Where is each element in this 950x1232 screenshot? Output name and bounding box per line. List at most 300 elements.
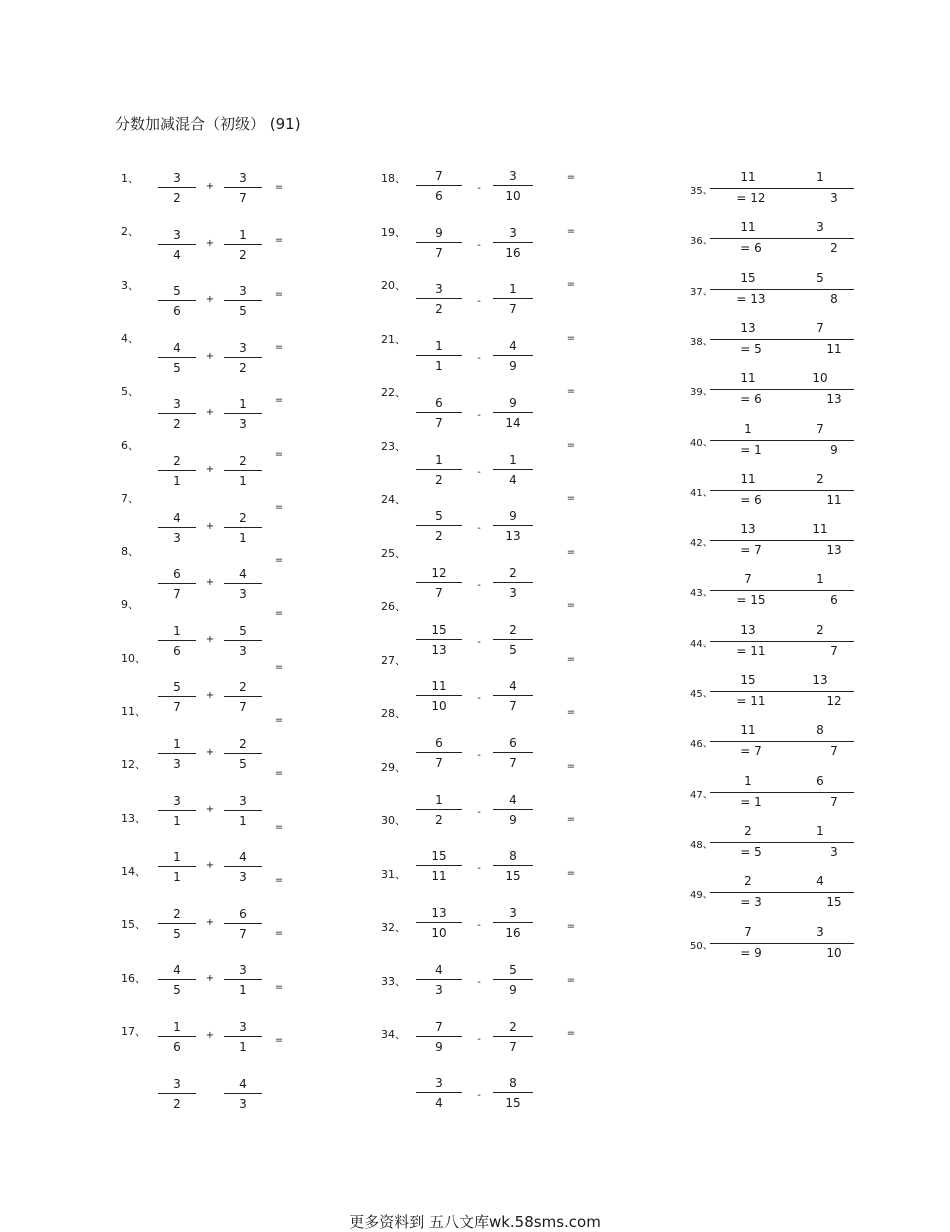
- problem-7-equals: =: [274, 501, 284, 513]
- problem-16-fraction-b-denominator: 1: [239, 1040, 247, 1054]
- problem-24-fraction-a-denominator: 2: [435, 529, 443, 544]
- problem-37-fraction-a-numerator: 15: [740, 270, 756, 285]
- problem-31-fraction-b-denominator: 16: [505, 926, 521, 941]
- problem-13-operator: +: [205, 860, 215, 872]
- problem-6-equals: =: [274, 448, 284, 460]
- problem-18-fraction-a-denominator: 6: [435, 189, 443, 203]
- problem-38-fraction-b-numerator: 7: [816, 320, 824, 335]
- problem-5-label: 5、: [121, 385, 139, 399]
- problem-9-fraction-b-bar: [224, 640, 262, 641]
- problem-47-fraction-b-numerator: 6: [816, 773, 824, 788]
- problem-12-fraction-b-bar: [224, 810, 262, 811]
- problem-49-fraction-a-numerator: 2: [744, 874, 752, 889]
- problem-36-fraction-b-numerator: 3: [816, 220, 824, 235]
- problem-28-label: 28、: [381, 707, 406, 720]
- problem-47-fraction-bar: [710, 792, 854, 793]
- problem-28-fraction-a-numerator: 6: [435, 736, 443, 750]
- problem-14-equals: =: [274, 874, 284, 886]
- problem-7-fraction-a-bar: [158, 527, 196, 528]
- problem-44-fraction-b-numerator: 2: [816, 622, 824, 637]
- problem-36-label: 36、: [690, 236, 713, 248]
- problem-22-fraction-a-denominator: 7: [435, 415, 443, 430]
- problem-13-fraction-a-denominator: 1: [173, 870, 181, 885]
- problem-19-fraction-b-denominator: 16: [505, 245, 521, 260]
- problem-20-fraction-b-numerator: 1: [509, 282, 517, 297]
- problem-21-fraction-a-denominator: 1: [435, 359, 443, 374]
- problem-22-fraction-b-denominator: 14: [505, 415, 521, 430]
- problem-8-operator: +: [205, 577, 215, 589]
- problem-40-fraction-a-numerator: 1: [744, 421, 752, 436]
- problem-23-equals: =: [566, 439, 576, 451]
- problem-1-label: 1、: [121, 172, 139, 185]
- problem-19-fraction-b-bar: [493, 242, 533, 243]
- problem-22-label: 22、: [381, 386, 406, 399]
- problem-29-fraction-a-numerator: 1: [435, 792, 443, 807]
- problem-20-operator: -: [477, 296, 481, 308]
- problem-10-equals: =: [274, 661, 284, 673]
- problem-40-label: 40、: [690, 437, 713, 449]
- problem-6-operator: +: [205, 464, 215, 475]
- problem-34-fraction-b-bar: [493, 1092, 533, 1093]
- problem-1-equals: =: [274, 182, 284, 193]
- problem-3-label: 3、: [121, 278, 139, 292]
- problem-43-fraction-a-denominator: = 15: [736, 593, 766, 608]
- problem-35-label: 35、: [690, 186, 713, 197]
- problem-39-fraction-bar: [710, 389, 854, 390]
- problem-11-label: 11、: [121, 705, 146, 718]
- problem-6-fraction-b-numerator: 2: [239, 454, 247, 468]
- problem-25-label: 25、: [381, 546, 406, 560]
- problem-47-fraction-b-denominator: 7: [830, 794, 838, 809]
- problem-22-fraction-b-numerator: 9: [509, 395, 517, 410]
- problem-13-fraction-a-bar: [158, 866, 196, 867]
- problem-7-operator: +: [205, 520, 215, 532]
- problem-10-operator: +: [205, 690, 215, 702]
- problem-25-fraction-a-bar: [416, 582, 462, 583]
- problem-18-fraction-b-bar: [493, 185, 533, 186]
- problem-5-fraction-b-bar: [224, 413, 262, 414]
- problem-29-fraction-a-denominator: 2: [435, 812, 443, 827]
- problem-32-fraction-b-numerator: 5: [509, 962, 517, 977]
- problem-48-fraction-a-denominator: = 5: [740, 844, 762, 859]
- problem-11-fraction-b-numerator: 2: [239, 737, 247, 751]
- problem-34-fraction-a-denominator: 4: [435, 1096, 443, 1111]
- problem-18-equals: =: [566, 172, 576, 183]
- problem-17-fraction-b-bar: [224, 1093, 262, 1094]
- problem-41-fraction-b-numerator: 2: [816, 471, 824, 486]
- problem-28-equals: =: [566, 707, 576, 718]
- problem-2-fraction-b-numerator: 1: [239, 227, 247, 242]
- problem-30-fraction-b-denominator: 15: [505, 869, 521, 884]
- problem-23-fraction-b-bar: [493, 469, 533, 470]
- problem-40-fraction-bar: [710, 440, 854, 441]
- problem-28-fraction-b-numerator: 6: [509, 736, 517, 750]
- problem-1-fraction-b-denominator: 7: [239, 191, 247, 205]
- problem-31-fraction-b-bar: [493, 922, 533, 923]
- problem-9-fraction-b-numerator: 5: [239, 623, 247, 638]
- problem-36-fraction-b-denominator: 2: [830, 241, 838, 256]
- problem-18-fraction-b-denominator: 10: [505, 189, 521, 203]
- problem-26-fraction-b-bar: [493, 639, 533, 640]
- problem-41-label: 41、: [690, 487, 713, 499]
- problem-5-fraction-a-bar: [158, 413, 196, 414]
- problem-41-fraction-a-numerator: 11: [740, 471, 756, 486]
- problem-19-fraction-a-bar: [416, 242, 462, 243]
- problem-26-fraction-a-bar: [416, 639, 462, 640]
- problem-45-label: 45、: [690, 689, 713, 700]
- problem-24-fraction-b-denominator: 13: [505, 529, 521, 544]
- problem-33-fraction-b-numerator: 2: [509, 1019, 517, 1034]
- problem-27-fraction-b-bar: [493, 695, 533, 696]
- problem-5-fraction-b-denominator: 3: [239, 417, 247, 432]
- problem-30-equals: =: [566, 814, 576, 825]
- problem-3-equals: =: [274, 288, 284, 300]
- problem-8-fraction-a-denominator: 7: [173, 587, 181, 602]
- problem-50-fraction-a-denominator: = 9: [740, 945, 762, 960]
- problem-16-equals: =: [274, 981, 284, 993]
- problem-11-operator: +: [205, 747, 215, 758]
- problem-1-fraction-b-bar: [224, 187, 262, 188]
- problem-27-equals: =: [566, 653, 576, 665]
- problem-27-fraction-b-denominator: 7: [509, 699, 517, 714]
- problem-44-fraction-a-denominator: = 11: [736, 643, 766, 658]
- problem-38-fraction-a-denominator: = 5: [740, 341, 762, 356]
- problem-26-fraction-a-numerator: 15: [431, 622, 447, 637]
- problem-32-fraction-a-denominator: 3: [435, 982, 443, 997]
- problem-50-fraction-b-denominator: 10: [826, 945, 842, 960]
- problem-13-equals: =: [274, 821, 284, 833]
- problem-20-fraction-a-numerator: 3: [435, 282, 443, 297]
- problem-30-fraction-b-bar: [493, 865, 533, 866]
- problem-7-fraction-b-bar: [224, 527, 262, 528]
- problem-28-fraction-b-denominator: 7: [509, 756, 517, 770]
- problem-15-operator: +: [205, 973, 215, 985]
- problem-1-fraction-a-numerator: 3: [173, 171, 181, 185]
- problem-22-fraction-a-numerator: 6: [435, 395, 443, 410]
- problem-7-fraction-b-denominator: 1: [239, 530, 247, 545]
- problem-24-operator: -: [477, 523, 481, 535]
- problem-24-fraction-a-numerator: 5: [435, 509, 443, 524]
- problem-42-label: 42、: [690, 538, 713, 550]
- problem-38-fraction-b-denominator: 11: [826, 341, 842, 356]
- problem-9-operator: +: [205, 633, 215, 645]
- problem-44-fraction-bar: [710, 641, 854, 642]
- problem-9-fraction-a-numerator: 1: [173, 623, 181, 638]
- problem-2-operator: +: [205, 237, 215, 249]
- problem-11-fraction-b-bar: [224, 753, 262, 754]
- problem-33-equals: =: [566, 974, 576, 986]
- problem-19-fraction-a-denominator: 7: [435, 245, 443, 260]
- problem-12-fraction-a-denominator: 1: [173, 813, 181, 828]
- problem-1-operator: +: [205, 181, 215, 192]
- problem-5-fraction-b-numerator: 1: [239, 397, 247, 412]
- problem-9-label: 9、: [121, 598, 139, 612]
- problem-12-fraction-a-numerator: 3: [173, 793, 181, 808]
- problem-9-fraction-b-denominator: 3: [239, 643, 247, 658]
- problem-3-fraction-a-bar: [158, 300, 196, 301]
- problem-42-fraction-a-denominator: = 7: [740, 543, 762, 558]
- problem-43-fraction-a-numerator: 7: [744, 572, 752, 587]
- problem-32-fraction-b-denominator: 9: [509, 982, 517, 997]
- problem-17-fraction-b-numerator: 4: [239, 1076, 247, 1091]
- problem-40-fraction-a-denominator: = 1: [740, 442, 762, 457]
- problem-31-fraction-a-bar: [416, 922, 462, 923]
- problem-10-label: 10、: [121, 651, 146, 665]
- problem-4-fraction-a-denominator: 5: [173, 360, 181, 375]
- problem-6-fraction-a-denominator: 1: [173, 474, 181, 488]
- problem-29-fraction-a-bar: [416, 809, 462, 810]
- problem-32-fraction-b-bar: [493, 979, 533, 980]
- problem-9-fraction-a-denominator: 6: [173, 643, 181, 658]
- problem-16-label: 16、: [121, 971, 146, 985]
- problem-33-label: 33、: [381, 974, 406, 988]
- problem-48-fraction-b-denominator: 3: [830, 844, 838, 859]
- problem-31-fraction-b-numerator: 3: [509, 906, 517, 921]
- problem-18-fraction-a-bar: [416, 185, 462, 186]
- problem-4-operator: +: [205, 350, 215, 362]
- problem-46-fraction-b-numerator: 8: [816, 723, 824, 738]
- problem-23-label: 23、: [381, 439, 406, 453]
- problem-21-fraction-b-denominator: 9: [509, 359, 517, 374]
- problem-19-operator: -: [477, 239, 481, 251]
- problem-16-fraction-a-numerator: 1: [173, 1020, 181, 1034]
- problem-46-fraction-bar: [710, 741, 854, 742]
- problem-4-equals: =: [274, 341, 284, 353]
- problem-7-fraction-a-denominator: 3: [173, 530, 181, 545]
- problem-7-fraction-a-numerator: 4: [173, 510, 181, 525]
- problem-37-label: 37、: [690, 286, 713, 298]
- problem-41-fraction-bar: [710, 490, 854, 491]
- problem-49-fraction-b-denominator: 15: [826, 895, 842, 910]
- problem-2-fraction-b-denominator: 2: [239, 247, 247, 262]
- problem-48-label: 48、: [690, 839, 713, 851]
- problem-43-fraction-b-numerator: 1: [816, 572, 824, 587]
- problem-14-fraction-a-bar: [158, 923, 196, 924]
- problem-7-label: 7、: [121, 491, 139, 505]
- problem-3-fraction-b-denominator: 5: [239, 304, 247, 319]
- problem-17-fraction-a-denominator: 2: [173, 1096, 181, 1111]
- problem-8-fraction-a-numerator: 6: [173, 567, 181, 582]
- problem-5-fraction-a-numerator: 3: [173, 397, 181, 412]
- problem-45-fraction-a-numerator: 15: [740, 673, 756, 687]
- problem-10-fraction-b-numerator: 2: [239, 680, 247, 695]
- problem-23-operator: -: [477, 466, 481, 478]
- problem-2-fraction-b-bar: [224, 244, 262, 245]
- problem-35-fraction-b-denominator: 3: [830, 191, 838, 205]
- problem-20-fraction-a-denominator: 2: [435, 302, 443, 317]
- problem-37-fraction-b-denominator: 8: [830, 291, 838, 306]
- problem-48-fraction-b-numerator: 1: [816, 823, 824, 838]
- problem-3-fraction-b-numerator: 3: [239, 284, 247, 299]
- problem-34-fraction-b-numerator: 8: [509, 1076, 517, 1091]
- problem-42-fraction-a-numerator: 13: [740, 522, 756, 537]
- problem-14-fraction-b-denominator: 7: [239, 926, 247, 941]
- problem-20-fraction-b-denominator: 7: [509, 302, 517, 317]
- problem-14-fraction-b-numerator: 6: [239, 906, 247, 921]
- problem-18-fraction-b-numerator: 3: [509, 169, 517, 183]
- problem-41-fraction-a-denominator: = 6: [740, 492, 762, 507]
- problem-22-fraction-a-bar: [416, 412, 462, 413]
- problem-3-fraction-b-bar: [224, 300, 262, 301]
- problem-37-fraction-bar: [710, 289, 854, 290]
- problem-48-fraction-a-numerator: 2: [744, 823, 752, 838]
- problem-8-label: 8、: [121, 545, 139, 559]
- problem-4-fraction-b-bar: [224, 357, 262, 358]
- problem-25-operator: -: [477, 579, 481, 591]
- problem-10-fraction-b-bar: [224, 696, 262, 697]
- problem-12-label: 12、: [121, 758, 146, 772]
- problem-36-fraction-a-numerator: 11: [740, 220, 756, 235]
- problem-2-label: 2、: [121, 225, 139, 239]
- problem-15-fraction-b-bar: [224, 979, 262, 980]
- problem-31-fraction-a-denominator: 10: [431, 926, 447, 941]
- problem-14-operator: +: [205, 916, 215, 928]
- problem-23-fraction-a-numerator: 1: [435, 452, 443, 467]
- problem-48-fraction-bar: [710, 842, 854, 843]
- problem-17-equals: =: [274, 1034, 284, 1046]
- problem-26-operator: -: [477, 636, 481, 648]
- problem-46-fraction-b-denominator: 7: [830, 744, 838, 759]
- problem-46-fraction-a-numerator: 11: [740, 723, 756, 738]
- problem-43-fraction-b-denominator: 6: [830, 593, 838, 608]
- problem-45-fraction-b-numerator: 13: [812, 673, 828, 687]
- problem-47-fraction-a-numerator: 1: [744, 773, 752, 788]
- problem-11-fraction-a-denominator: 3: [173, 757, 181, 771]
- problem-26-fraction-b-numerator: 2: [509, 622, 517, 637]
- problem-47-fraction-a-denominator: = 1: [740, 794, 762, 809]
- problem-24-fraction-a-bar: [416, 525, 462, 526]
- problem-17-fraction-a-bar: [158, 1093, 196, 1094]
- problem-10-fraction-a-bar: [158, 696, 196, 697]
- problem-46-label: 46、: [690, 739, 713, 751]
- problem-1-fraction-a-denominator: 2: [173, 191, 181, 205]
- problem-15-fraction-a-bar: [158, 979, 196, 980]
- problem-15-fraction-b-numerator: 3: [239, 963, 247, 978]
- problem-39-label: 39、: [690, 387, 713, 399]
- problem-15-fraction-a-denominator: 5: [173, 983, 181, 998]
- problem-49-fraction-a-denominator: = 3: [740, 895, 762, 910]
- problem-16-operator: +: [205, 1030, 215, 1041]
- problem-40-fraction-b-numerator: 7: [816, 421, 824, 436]
- problem-24-fraction-b-bar: [493, 525, 533, 526]
- problem-32-fraction-a-numerator: 4: [435, 962, 443, 977]
- problem-4-fraction-a-numerator: 4: [173, 340, 181, 355]
- problem-10-fraction-a-numerator: 5: [173, 680, 181, 695]
- problem-24-equals: =: [566, 493, 576, 504]
- problem-32-equals: =: [566, 921, 576, 932]
- problem-15-fraction-b-denominator: 1: [239, 983, 247, 998]
- problem-2-fraction-a-denominator: 4: [173, 247, 181, 262]
- problem-27-fraction-a-numerator: 11: [431, 679, 447, 694]
- problem-50-fraction-a-numerator: 7: [744, 924, 752, 939]
- problem-37-fraction-b-numerator: 5: [816, 270, 824, 285]
- problem-50-label: 50、: [690, 940, 713, 952]
- problem-45-fraction-a-denominator: = 11: [736, 694, 766, 708]
- problem-19-label: 19、: [381, 225, 406, 239]
- problem-22-fraction-b-bar: [493, 412, 533, 413]
- problem-12-equals: =: [274, 768, 284, 780]
- problem-15-fraction-a-numerator: 4: [173, 963, 181, 978]
- problem-17-fraction-a-numerator: 3: [173, 1076, 181, 1091]
- problem-26-label: 26、: [381, 600, 406, 613]
- problem-14-fraction-b-bar: [224, 923, 262, 924]
- problem-39-fraction-b-denominator: 13: [826, 392, 842, 407]
- footer-link-text: 更多资料到 五八文库wk.58sms.com: [349, 1213, 601, 1231]
- problem-14-fraction-a-denominator: 5: [173, 926, 181, 941]
- problem-25-fraction-b-bar: [493, 582, 533, 583]
- problem-26-fraction-a-denominator: 13: [431, 642, 447, 657]
- problem-13-fraction-b-bar: [224, 866, 262, 867]
- problem-49-fraction-b-numerator: 4: [816, 874, 824, 889]
- problem-20-fraction-b-bar: [493, 298, 533, 299]
- problem-10-fraction-a-denominator: 7: [173, 700, 181, 715]
- problem-4-label: 4、: [121, 331, 139, 345]
- problem-6-fraction-a-numerator: 2: [173, 454, 181, 468]
- problem-30-label: 30、: [381, 814, 406, 827]
- problem-19-equals: =: [566, 225, 576, 237]
- problem-34-fraction-b-denominator: 15: [505, 1096, 521, 1111]
- problem-46-fraction-a-denominator: = 7: [740, 744, 762, 759]
- problem-28-fraction-a-denominator: 7: [435, 756, 443, 770]
- problem-4-fraction-b-numerator: 3: [239, 340, 247, 355]
- problem-49-label: 49、: [690, 890, 713, 902]
- problem-19-fraction-b-numerator: 3: [509, 225, 517, 240]
- problem-5-operator: +: [205, 407, 215, 419]
- problem-1-fraction-a-bar: [158, 187, 196, 188]
- problem-2-fraction-a-numerator: 3: [173, 227, 181, 242]
- problem-24-fraction-b-numerator: 9: [509, 509, 517, 524]
- page-title: 分数加减混合（初级） (91): [115, 115, 301, 133]
- problem-32-fraction-a-bar: [416, 979, 462, 980]
- problem-12-fraction-b-numerator: 3: [239, 793, 247, 808]
- problem-44-fraction-a-numerator: 13: [740, 622, 756, 637]
- problem-16-fraction-b-bar: [224, 1036, 262, 1037]
- problem-21-operator: -: [477, 353, 481, 365]
- problem-21-fraction-a-numerator: 1: [435, 339, 443, 354]
- problem-8-fraction-b-bar: [224, 583, 262, 584]
- problem-16-fraction-a-denominator: 6: [173, 1040, 181, 1054]
- problem-38-fraction-a-numerator: 13: [740, 320, 756, 335]
- problem-20-label: 20、: [381, 279, 406, 292]
- problem-33-fraction-a-bar: [416, 1036, 462, 1037]
- problem-13-fraction-a-numerator: 1: [173, 850, 181, 865]
- problem-25-equals: =: [566, 546, 576, 558]
- problem-45-fraction-b-denominator: 12: [826, 694, 842, 708]
- problem-13-fraction-b-numerator: 4: [239, 850, 247, 865]
- problem-30-fraction-a-bar: [416, 865, 462, 866]
- problem-5-fraction-a-denominator: 2: [173, 417, 181, 432]
- problem-22-operator: -: [477, 409, 481, 421]
- problem-17-fraction-b-denominator: 3: [239, 1096, 247, 1111]
- problem-29-fraction-b-numerator: 4: [509, 792, 517, 807]
- problem-31-label: 31、: [381, 867, 406, 881]
- problem-23-fraction-b-numerator: 1: [509, 452, 517, 467]
- problem-21-equals: =: [566, 332, 576, 344]
- problem-25-fraction-b-numerator: 2: [509, 565, 517, 580]
- problem-49-fraction-bar: [710, 892, 854, 893]
- problem-29-label: 29、: [381, 760, 406, 774]
- problem-6-fraction-b-denominator: 1: [239, 474, 247, 488]
- problem-21-fraction-b-numerator: 4: [509, 339, 517, 354]
- problem-32-label: 32、: [381, 921, 406, 934]
- problem-22-equals: =: [566, 386, 576, 397]
- problem-36-fraction-a-denominator: = 6: [740, 241, 762, 256]
- problem-35-fraction-bar: [710, 188, 854, 189]
- problem-2-fraction-a-bar: [158, 244, 196, 245]
- problem-4-fraction-b-denominator: 2: [239, 360, 247, 375]
- problem-32-operator: -: [477, 976, 481, 988]
- problem-14-fraction-a-numerator: 2: [173, 906, 181, 921]
